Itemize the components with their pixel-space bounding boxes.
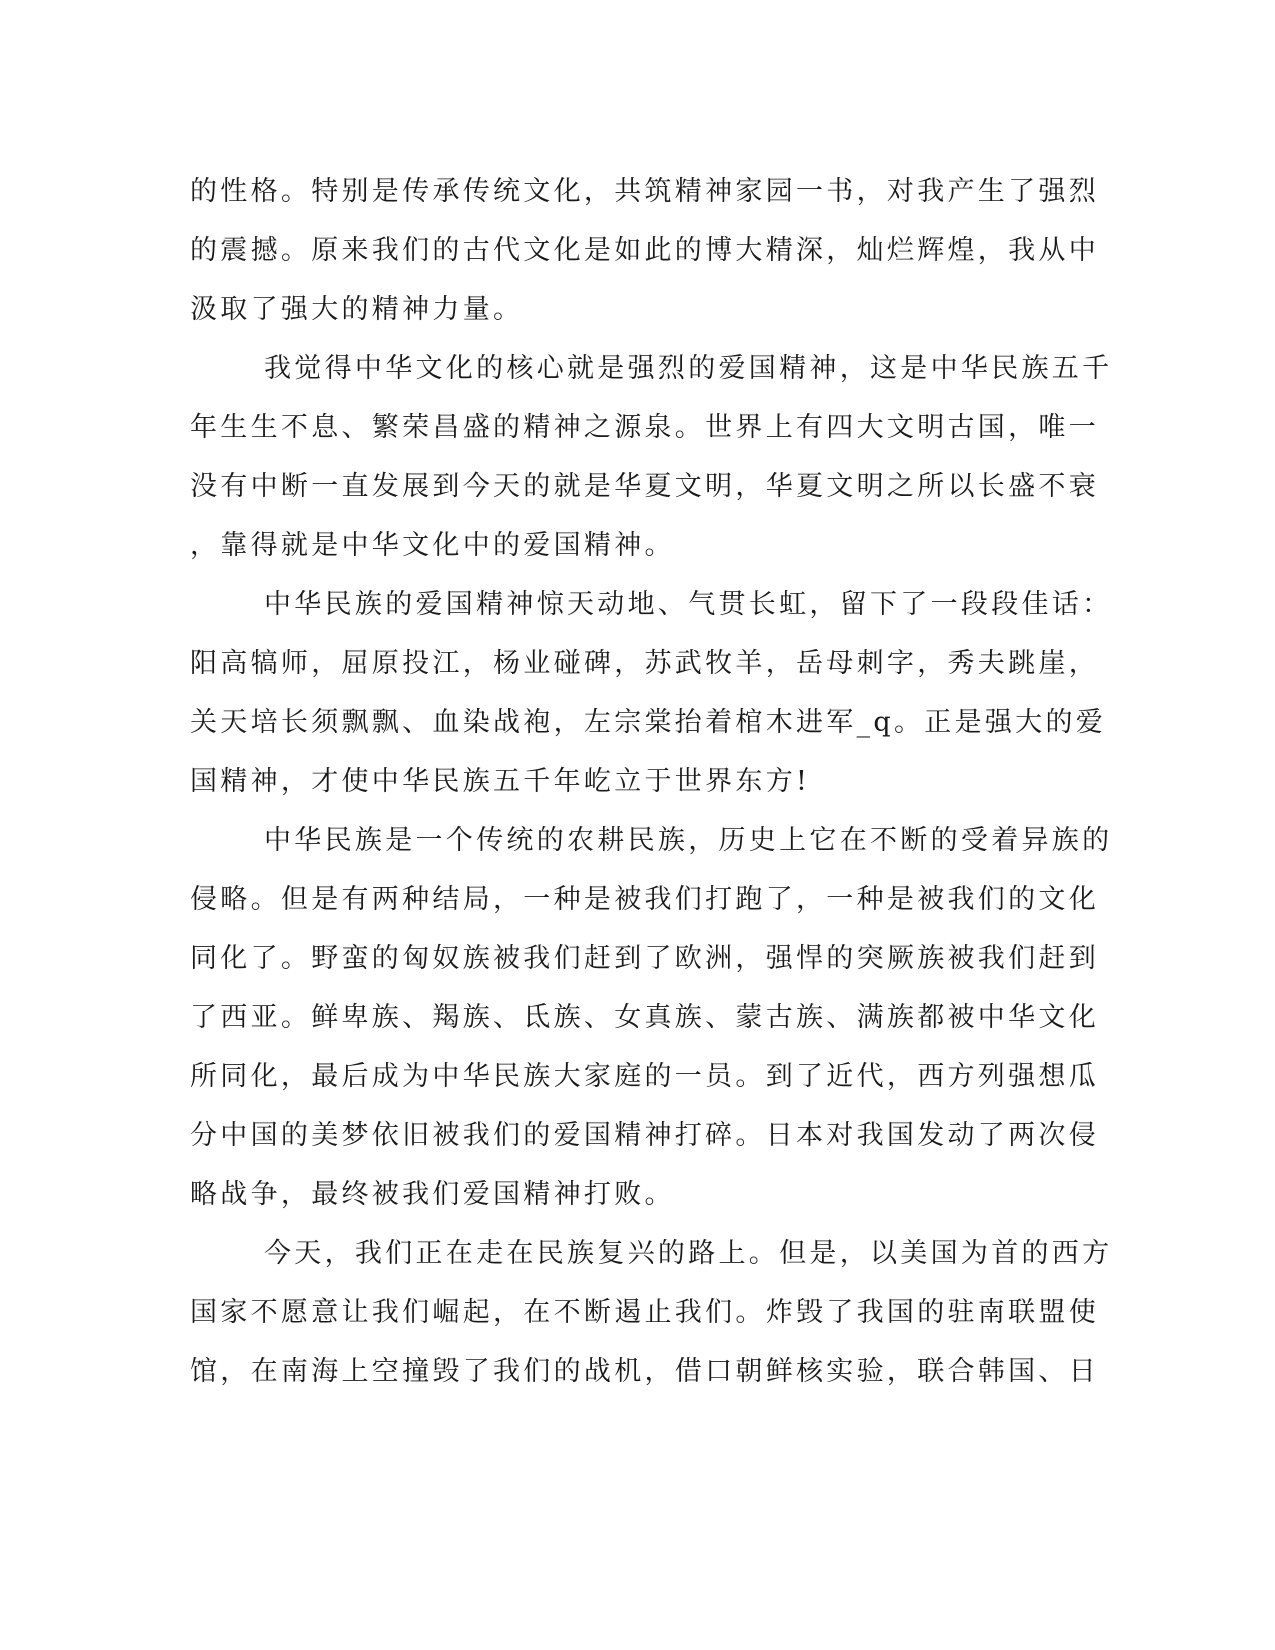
text-line: 汲取了强大的精神力量。 — [190, 294, 524, 325]
text-line: 分中国的美梦依旧被我们的爱国精神打碎。日本对我国发动了两次侵 — [190, 1120, 1099, 1151]
paragraph-first-line: 我觉得中华文化的核心就是强烈的爱国精神，这是中华民族五千 — [264, 353, 1113, 384]
text-line: 馆，在南海上空撞毁了我们的战机，借口朝鲜核实验，联合韩国、日 — [190, 1356, 1099, 1387]
paragraph-first-line: 今天，我们正在走在民族复兴的路上。但是，以美国为首的西方 — [264, 1238, 1113, 1269]
text-line: 国家不愿意让我们崛起，在不断遏止我们。炸毁了我国的驻南联盟使 — [190, 1297, 1099, 1328]
text-line: 年生生不息、繁荣昌盛的精神之源泉。世界上有四大文明古国，唯一 — [190, 412, 1099, 443]
text-line: 所同化，最后成为中华民族大家庭的一员。到了近代，西方列强想瓜 — [190, 1061, 1099, 1092]
paragraph-first-line: 中华民族的爱国精神惊天动地、气贯长虹，留下了一段段佳话： — [264, 589, 1113, 620]
document-body — [190, 162, 1113, 1401]
paragraph-first-line: 中华民族是一个传统的农耕民族，历史上它在不断的受着异族的 — [264, 825, 1113, 856]
text-line: 阳高犒师，屈原投江，杨业碰碑，苏武牧羊，岳母刺字，秀夫跳崖， — [190, 648, 1099, 679]
text-line: 略战争，最终被我们爱国精神打败。 — [190, 1179, 675, 1210]
text-line: 国精神，才使中华民族五千年屹立于世界东方! — [190, 766, 811, 797]
text-line: 同化了。野蛮的匈奴族被我们赶到了欧洲，强悍的突厥族被我们赶到 — [190, 943, 1099, 974]
text-line: 关天培长须飘飘、血染战袍，左宗棠抬着棺木进军_q。正是强大的爱 — [190, 707, 1107, 738]
text-line: 了西亚。鲜卑族、羯族、氐族、女真族、蒙古族、满族都被中华文化 — [190, 1002, 1099, 1033]
text-line: 没有中断一直发展到今天的就是华夏文明，华夏文明之所以长盛不衰 — [190, 471, 1099, 502]
text-line: 的性格。特别是传承传统文化，共筑精神家园一书，对我产生了强烈 — [190, 176, 1099, 207]
text-line: ，靠得就是中华文化中的爱国精神。 — [190, 530, 675, 561]
text-line: 侵略。但是有两种结局，一种是被我们打跑了，一种是被我们的文化 — [190, 884, 1099, 915]
text-line: 的震撼。原来我们的古代文化是如此的博大精深，灿烂辉煌，我从中 — [190, 235, 1099, 266]
